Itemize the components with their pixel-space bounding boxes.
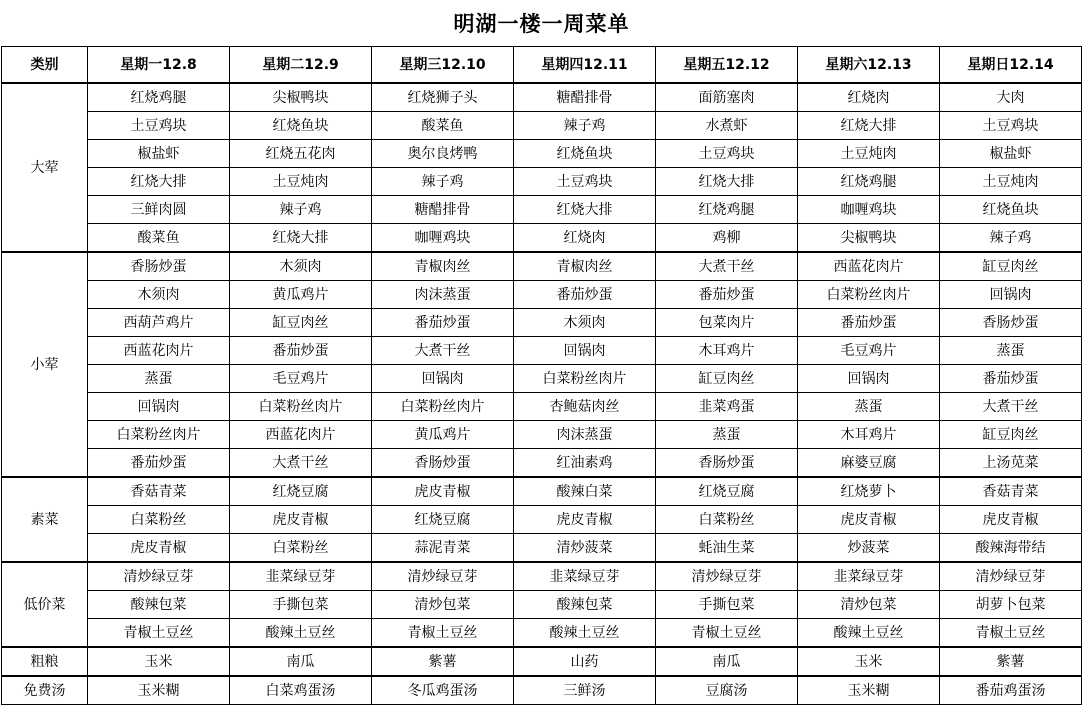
dish-cell: 红烧豆腐: [656, 477, 798, 506]
day-header: 星期六12.13: [798, 47, 940, 84]
menu-row: [2, 421, 1082, 449]
dish-cell: 紫薯: [372, 647, 514, 676]
dish-cell: 玉米糊: [88, 676, 230, 705]
dish-cell: 回锅肉: [372, 365, 514, 393]
dish-cell: 木须肉: [230, 252, 372, 281]
menu-row: [2, 591, 1082, 619]
menu-row: [2, 224, 1082, 253]
dish-cell: 大煮干丝: [372, 337, 514, 365]
dish-cell: 山药: [514, 647, 656, 676]
dish-cell: 手撕包菜: [656, 591, 798, 619]
category-cell: 免费汤: [2, 676, 88, 705]
dish-cell: 蒸蛋: [88, 365, 230, 393]
dish-cell: 咖喱鸡块: [798, 196, 940, 224]
dish-cell: 酸辣土豆丝: [514, 619, 656, 648]
category-cell: 粗粮: [2, 647, 88, 676]
dish-cell: 清炒绿豆芽: [656, 562, 798, 591]
dish-cell: 青椒肉丝: [372, 252, 514, 281]
dish-cell: 椒盐虾: [940, 140, 1082, 168]
dish-cell: 红烧鸡腿: [656, 196, 798, 224]
dish-cell: 番茄炒蛋: [798, 309, 940, 337]
dish-cell: 番茄炒蛋: [656, 281, 798, 309]
menu-row: [2, 83, 1082, 112]
dish-cell: 白菜粉丝: [656, 506, 798, 534]
dish-cell: 虎皮青椒: [230, 506, 372, 534]
dish-cell: 土豆鸡块: [656, 140, 798, 168]
dish-cell: 酸菜鱼: [88, 224, 230, 253]
dish-cell: 紫薯: [940, 647, 1082, 676]
menu-row: [2, 337, 1082, 365]
dish-cell: 毛豆鸡片: [230, 365, 372, 393]
dish-cell: 清炒菠菜: [514, 534, 656, 563]
dish-cell: 青椒土豆丝: [88, 619, 230, 648]
dish-cell: 青椒肉丝: [514, 252, 656, 281]
dish-cell: 豆腐汤: [656, 676, 798, 705]
weekly-menu-table: [1, 46, 1082, 705]
dish-cell: 毛豆鸡片: [798, 337, 940, 365]
dish-cell: 红烧五花肉: [230, 140, 372, 168]
dish-cell: 白菜鸡蛋汤: [230, 676, 372, 705]
dish-cell: 炒菠菜: [798, 534, 940, 563]
dish-cell: 三鲜肉圆: [88, 196, 230, 224]
dish-cell: 玉米: [798, 647, 940, 676]
dish-cell: 水煮虾: [656, 112, 798, 140]
dish-cell: 虎皮青椒: [372, 477, 514, 506]
dish-cell: 木耳鸡片: [656, 337, 798, 365]
category-cell: 素菜: [2, 477, 88, 562]
dish-cell: 南瓜: [230, 647, 372, 676]
dish-cell: 白菜粉丝肉片: [88, 421, 230, 449]
dish-cell: 椒盐虾: [88, 140, 230, 168]
dish-cell: 番茄炒蛋: [88, 449, 230, 478]
dish-cell: 咖喱鸡块: [372, 224, 514, 253]
dish-cell: 西蓝花肉片: [798, 252, 940, 281]
dish-cell: 香菇青菜: [940, 477, 1082, 506]
dish-cell: 酸辣海带结: [940, 534, 1082, 563]
dish-cell: 黄瓜鸡片: [230, 281, 372, 309]
dish-cell: 杏鲍菇肉丝: [514, 393, 656, 421]
dish-cell: 红烧肉: [798, 83, 940, 112]
dish-cell: 肉沫蒸蛋: [514, 421, 656, 449]
dish-cell: 蒜泥青菜: [372, 534, 514, 563]
menu-row: [2, 506, 1082, 534]
dish-cell: 辣子鸡: [514, 112, 656, 140]
dish-cell: 鸡柳: [656, 224, 798, 253]
dish-cell: 回锅肉: [88, 393, 230, 421]
dish-cell: 清炒包菜: [372, 591, 514, 619]
dish-cell: 糖醋排骨: [372, 196, 514, 224]
dish-cell: 土豆鸡块: [88, 112, 230, 140]
dish-cell: 清炒绿豆芽: [940, 562, 1082, 591]
menu-row: [2, 449, 1082, 478]
dish-cell: 酸菜鱼: [372, 112, 514, 140]
category-header: 类别: [2, 47, 88, 84]
category-cell: 大荤: [2, 83, 88, 252]
dish-cell: 红烧鱼块: [230, 112, 372, 140]
dish-cell: 酸辣包菜: [88, 591, 230, 619]
dish-cell: 虎皮青椒: [798, 506, 940, 534]
dish-cell: 上汤苋菜: [940, 449, 1082, 478]
dish-cell: 包菜肉片: [656, 309, 798, 337]
dish-cell: 酸辣白菜: [514, 477, 656, 506]
dish-cell: 奥尔良烤鸭: [372, 140, 514, 168]
dish-cell: 玉米糊: [798, 676, 940, 705]
dish-cell: 虎皮青椒: [940, 506, 1082, 534]
menu-row: [2, 676, 1082, 705]
menu-row: [2, 365, 1082, 393]
dish-cell: 白菜粉丝: [230, 534, 372, 563]
dish-cell: 酸辣包菜: [514, 591, 656, 619]
dish-cell: 韭菜绿豆芽: [230, 562, 372, 591]
dish-cell: 红烧豆腐: [372, 506, 514, 534]
dish-cell: 红烧鸡腿: [798, 168, 940, 196]
dish-cell: 辣子鸡: [230, 196, 372, 224]
dish-cell: 缸豆肉丝: [656, 365, 798, 393]
dish-cell: 缸豆肉丝: [940, 252, 1082, 281]
dish-cell: 红烧萝卜: [798, 477, 940, 506]
dish-cell: 土豆炖肉: [798, 140, 940, 168]
dish-cell: 土豆鸡块: [514, 168, 656, 196]
dish-cell: 红烧肉: [514, 224, 656, 253]
menu-title: 明湖一楼一周菜单: [453, 12, 630, 36]
menu-row: [2, 562, 1082, 591]
dish-cell: 麻婆豆腐: [798, 449, 940, 478]
dish-cell: 西蓝花肉片: [230, 421, 372, 449]
day-header: 星期一12.8: [88, 47, 230, 84]
dish-cell: 回锅肉: [514, 337, 656, 365]
dish-cell: 清炒绿豆芽: [88, 562, 230, 591]
dish-cell: 大煮干丝: [656, 252, 798, 281]
dish-cell: 红烧鱼块: [940, 196, 1082, 224]
dish-cell: 木耳鸡片: [798, 421, 940, 449]
dish-cell: 蒸蛋: [940, 337, 1082, 365]
dish-cell: 韭菜绿豆芽: [798, 562, 940, 591]
dish-cell: 木须肉: [514, 309, 656, 337]
dish-cell: 清炒绿豆芽: [372, 562, 514, 591]
dish-cell: 冬瓜鸡蛋汤: [372, 676, 514, 705]
dish-cell: 红烧豆腐: [230, 477, 372, 506]
dish-cell: 番茄炒蛋: [514, 281, 656, 309]
dish-cell: 大煮干丝: [230, 449, 372, 478]
dish-cell: 面筋塞肉: [656, 83, 798, 112]
dish-cell: 白菜粉丝: [88, 506, 230, 534]
dish-cell: 大煮干丝: [940, 393, 1082, 421]
dish-cell: 蒸蛋: [656, 421, 798, 449]
dish-cell: 土豆炖肉: [940, 168, 1082, 196]
header-row: [2, 47, 1082, 84]
dish-cell: 酸辣土豆丝: [230, 619, 372, 648]
dish-cell: 糖醋排骨: [514, 83, 656, 112]
dish-cell: 香肠炒蛋: [656, 449, 798, 478]
dish-cell: 香肠炒蛋: [940, 309, 1082, 337]
dish-cell: 木须肉: [88, 281, 230, 309]
dish-cell: 白菜粉丝肉片: [514, 365, 656, 393]
dish-cell: 红烧大排: [798, 112, 940, 140]
menu-row: [2, 534, 1082, 563]
day-header: 星期五12.12: [656, 47, 798, 84]
dish-cell: 虎皮青椒: [88, 534, 230, 563]
menu-row: [2, 647, 1082, 676]
dish-cell: 白菜粉丝肉片: [372, 393, 514, 421]
dish-cell: 红烧鱼块: [514, 140, 656, 168]
dish-cell: 清炒包菜: [798, 591, 940, 619]
dish-cell: 手撕包菜: [230, 591, 372, 619]
dish-cell: 土豆鸡块: [940, 112, 1082, 140]
dish-cell: 白菜粉丝肉片: [798, 281, 940, 309]
dish-cell: 大肉: [940, 83, 1082, 112]
menu-row: [2, 168, 1082, 196]
dish-cell: 青椒土豆丝: [656, 619, 798, 648]
dish-cell: 韭菜绿豆芽: [514, 562, 656, 591]
dish-cell: 番茄炒蛋: [940, 365, 1082, 393]
dish-cell: 黄瓜鸡片: [372, 421, 514, 449]
dish-cell: 番茄炒蛋: [230, 337, 372, 365]
dish-cell: 肉沫蒸蛋: [372, 281, 514, 309]
dish-cell: 红烧大排: [230, 224, 372, 253]
dish-cell: 番茄鸡蛋汤: [940, 676, 1082, 705]
dish-cell: 红烧大排: [656, 168, 798, 196]
dish-cell: 红烧大排: [88, 168, 230, 196]
dish-cell: 西葫芦鸡片: [88, 309, 230, 337]
menu-row: [2, 309, 1082, 337]
dish-cell: 尖椒鸭块: [230, 83, 372, 112]
dish-cell: 缸豆肉丝: [230, 309, 372, 337]
dish-cell: 香肠炒蛋: [372, 449, 514, 478]
category-cell: 小荤: [2, 252, 88, 477]
dish-cell: 西蓝花肉片: [88, 337, 230, 365]
dish-cell: 青椒土豆丝: [940, 619, 1082, 648]
dish-cell: 蚝油生菜: [656, 534, 798, 563]
dish-cell: 尖椒鸭块: [798, 224, 940, 253]
dish-cell: 青椒土豆丝: [372, 619, 514, 648]
dish-cell: 红烧鸡腿: [88, 83, 230, 112]
dish-cell: 白菜粉丝肉片: [230, 393, 372, 421]
category-cell: 低价菜: [2, 562, 88, 647]
day-header: 星期日12.14: [940, 47, 1082, 84]
dish-cell: 回锅肉: [798, 365, 940, 393]
dish-cell: 蒸蛋: [798, 393, 940, 421]
dish-cell: 辣子鸡: [940, 224, 1082, 253]
dish-cell: 回锅肉: [940, 281, 1082, 309]
menu-row: [2, 477, 1082, 506]
dish-cell: 香菇青菜: [88, 477, 230, 506]
dish-cell: 酸辣土豆丝: [798, 619, 940, 648]
day-header: 星期四12.11: [514, 47, 656, 84]
dish-cell: 辣子鸡: [372, 168, 514, 196]
dish-cell: 缸豆肉丝: [940, 421, 1082, 449]
dish-cell: 香肠炒蛋: [88, 252, 230, 281]
menu-row: [2, 196, 1082, 224]
menu-row: [2, 140, 1082, 168]
dish-cell: 虎皮青椒: [514, 506, 656, 534]
menu-row: [2, 393, 1082, 421]
menu-row: [2, 112, 1082, 140]
day-header: 星期三12.10: [372, 47, 514, 84]
dish-cell: 红烧狮子头: [372, 83, 514, 112]
dish-cell: 番茄炒蛋: [372, 309, 514, 337]
dish-cell: 三鲜汤: [514, 676, 656, 705]
menu-row: [2, 619, 1082, 648]
dish-cell: 南瓜: [656, 647, 798, 676]
menu-body: [2, 83, 1082, 705]
menu-row: [2, 281, 1082, 309]
menu-row: [2, 252, 1082, 281]
dish-cell: 韭菜鸡蛋: [656, 393, 798, 421]
dish-cell: 土豆炖肉: [230, 168, 372, 196]
dish-cell: 胡萝卜包菜: [940, 591, 1082, 619]
dish-cell: 玉米: [88, 647, 230, 676]
dish-cell: 红烧大排: [514, 196, 656, 224]
day-header: 星期二12.9: [230, 47, 372, 84]
dish-cell: 红油素鸡: [514, 449, 656, 478]
